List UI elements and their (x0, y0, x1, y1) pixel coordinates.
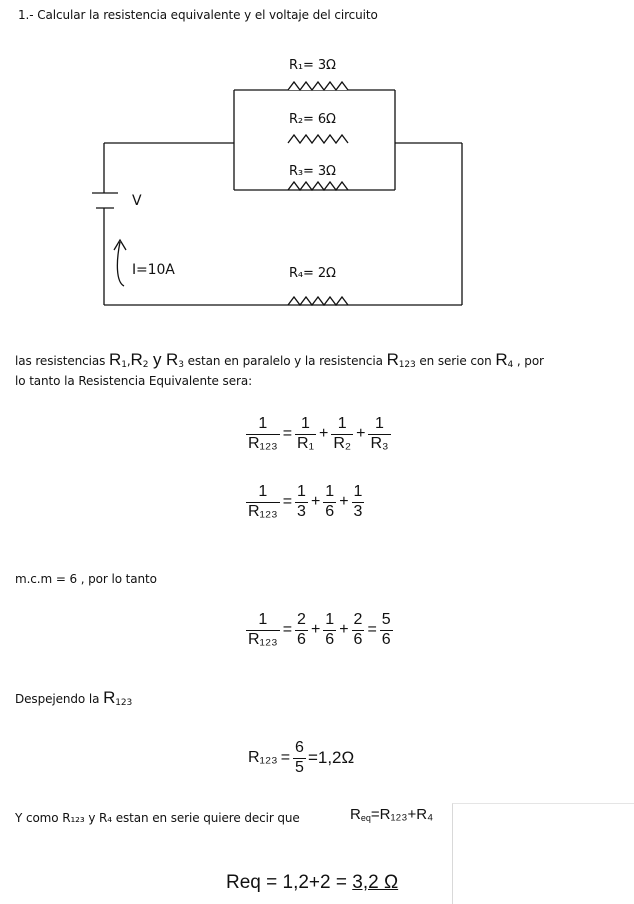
equation-1: $\frac{1}{\text{R₁₂₃}}$ = $\frac{1}{\text{R₁}}$ + $\frac{1}{\text{R₂}}$ + $\frac{1}{\text{R₃}}$ (248, 415, 389, 452)
final-result: Req = 1,2+2 = 3,2 Ω (226, 872, 399, 893)
resistor-r2 (288, 135, 348, 143)
label-r2: R₂= 6Ω (289, 112, 336, 127)
resistor-r3 (288, 182, 348, 190)
label-current: I=10A (132, 262, 175, 278)
resistor-r4 (288, 297, 348, 305)
ycomo-text: Y como R₁₂₃ y R₄ estan en serie quiere decir que (15, 811, 300, 825)
blank-panel (452, 803, 634, 904)
equation-4: R₁₂₃ = $\frac{6}{5}$ =1,2Ω (248, 739, 355, 776)
resistor-r1 (288, 82, 348, 90)
intro-paragraph: las resistencias $R_1,R_2$ y $R_3$ estan en paralelo y la resistencia $R_{123}$ en serie con $R_4$ , por (15, 350, 544, 370)
label-r3: R₃= 3Ω (289, 164, 336, 179)
final-value: 3,2 Ω (352, 872, 399, 893)
intro-line2: lo tanto la Resistencia Equivalente sera: (15, 374, 253, 388)
problem-title: 1.- Calcular la resistencia equivalente y el voltaje del circuito (18, 8, 378, 22)
despejando-text: Despejendo la $R_{123}$ (15, 688, 133, 708)
mcm-text: m.c.m = 6 , por lo tanto (15, 572, 157, 586)
label-r4: R₄= 2Ω (289, 266, 336, 281)
label-r1: R₁= 3Ω (289, 58, 336, 73)
equation-2: $\frac{1}{\text{R₁₂₃}}$ = $\frac{1}{3}$ + $\frac{1}{6}$ + $\frac{1}{3}$ (248, 483, 363, 520)
req-formula: $R_{eq}=R_{123}+R_4$ (350, 806, 434, 823)
equation-3: $\frac{1}{\text{R₁₂₃}}$ = $\frac{2}{6}$ + $\frac{1}{6}$ + $\frac{2}{6}$ = $\frac{5}{6}$ (248, 611, 391, 648)
label-voltage: V (132, 193, 142, 209)
